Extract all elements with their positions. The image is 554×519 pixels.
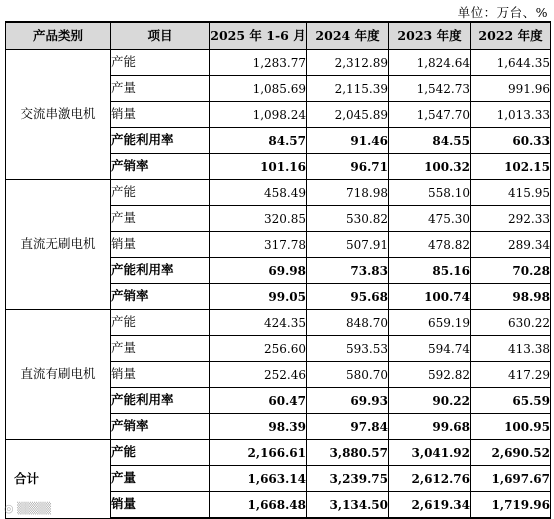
value-cell: 3,041.92	[389, 440, 471, 466]
value-cell: 69.98	[210, 258, 307, 284]
value-cell: 97.84	[307, 414, 389, 440]
value-cell: 458.49	[210, 180, 307, 206]
value-cell: 90.22	[389, 388, 471, 414]
header-2025h1: 2025 年 1-6 月	[210, 22, 307, 50]
value-cell: 417.29	[471, 362, 551, 388]
category-cell: 交流串激电机	[6, 50, 111, 180]
value-cell: 2,045.89	[307, 102, 389, 128]
value-cell: 507.91	[307, 232, 389, 258]
item-cell: 产销率	[111, 414, 210, 440]
value-cell: 1,824.64	[389, 50, 471, 76]
table-row	[6, 180, 551, 206]
header-2024: 2024 年度	[307, 22, 389, 50]
value-cell: 2,690.52	[471, 440, 551, 466]
value-cell: 2,166.61	[210, 440, 307, 466]
header-category: 产品类别	[6, 22, 111, 50]
value-cell: 84.55	[389, 128, 471, 154]
item-cell: 销量	[111, 362, 210, 388]
value-cell: 99.05	[210, 284, 307, 310]
item-cell: 产销率	[111, 284, 210, 310]
value-cell: 60.47	[210, 388, 307, 414]
value-cell: 2,619.34	[389, 492, 471, 519]
item-cell: 产量	[111, 206, 210, 232]
table-body	[6, 50, 551, 519]
value-cell: 1,668.48	[210, 492, 307, 519]
value-cell: 102.15	[471, 154, 551, 180]
value-cell: 580.70	[307, 362, 389, 388]
value-cell: 289.34	[471, 232, 551, 258]
value-cell: 60.33	[471, 128, 551, 154]
value-cell: 593.53	[307, 336, 389, 362]
category-cell: 合计	[6, 440, 111, 519]
category-cell: 直流无刷电机	[6, 180, 111, 310]
item-cell: 销量	[111, 232, 210, 258]
value-cell: 96.71	[307, 154, 389, 180]
unit-label: 单位：万台、%	[457, 5, 548, 20]
value-cell: 594.74	[389, 336, 471, 362]
value-cell: 1,283.77	[210, 50, 307, 76]
value-cell: 1,719.96	[471, 492, 551, 519]
capacity-table	[5, 21, 551, 519]
value-cell: 317.78	[210, 232, 307, 258]
value-cell: 1,697.67	[471, 466, 551, 492]
header-2022: 2022 年度	[471, 22, 551, 50]
value-cell: 3,134.50	[307, 492, 389, 519]
value-cell: 413.38	[471, 336, 551, 362]
value-cell: 718.98	[307, 180, 389, 206]
item-cell: 产量	[111, 466, 210, 492]
value-cell: 1,098.24	[210, 102, 307, 128]
value-cell: 1,085.69	[210, 76, 307, 102]
value-cell: 95.68	[307, 284, 389, 310]
value-cell: 475.30	[389, 206, 471, 232]
item-cell: 产能	[111, 50, 210, 76]
value-cell: 256.60	[210, 336, 307, 362]
value-cell: 252.46	[210, 362, 307, 388]
header-item: 项目	[111, 22, 210, 50]
value-cell: 91.46	[307, 128, 389, 154]
item-cell: 产能	[111, 440, 210, 466]
value-cell: 530.82	[307, 206, 389, 232]
value-cell: 100.32	[389, 154, 471, 180]
value-cell: 3,880.57	[307, 440, 389, 466]
item-cell: 产能利用率	[111, 258, 210, 284]
table-row	[6, 440, 551, 466]
value-cell: 592.82	[389, 362, 471, 388]
value-cell: 1,013.33	[471, 102, 551, 128]
value-cell: 659.19	[389, 310, 471, 336]
value-cell: 415.95	[471, 180, 551, 206]
header-2023: 2023 年度	[389, 22, 471, 50]
item-cell: 销量	[111, 102, 210, 128]
item-cell: 产销率	[111, 154, 210, 180]
value-cell: 2,115.39	[307, 76, 389, 102]
value-cell: 69.93	[307, 388, 389, 414]
value-cell: 84.57	[210, 128, 307, 154]
value-cell: 320.85	[210, 206, 307, 232]
header-row	[6, 22, 551, 50]
value-cell: 292.33	[471, 206, 551, 232]
category-cell: 直流有刷电机	[6, 310, 111, 440]
table-row	[6, 50, 551, 76]
value-cell: 1,547.70	[389, 102, 471, 128]
value-cell: 1,663.14	[210, 466, 307, 492]
value-cell: 100.74	[389, 284, 471, 310]
value-cell: 2,612.76	[389, 466, 471, 492]
item-cell: 产能	[111, 310, 210, 336]
item-cell: 销量	[111, 492, 210, 519]
value-cell: 65.59	[471, 388, 551, 414]
value-cell: 98.98	[471, 284, 551, 310]
value-cell: 1,644.35	[471, 50, 551, 76]
value-cell: 85.16	[389, 258, 471, 284]
value-cell: 99.68	[389, 414, 471, 440]
item-cell: 产能	[111, 180, 210, 206]
value-cell: 3,239.75	[307, 466, 389, 492]
item-cell: 产量	[111, 76, 210, 102]
value-cell: 2,312.89	[307, 50, 389, 76]
item-cell: 产能利用率	[111, 128, 210, 154]
value-cell: 630.22	[471, 310, 551, 336]
value-cell: 848.70	[307, 310, 389, 336]
value-cell: 991.96	[471, 76, 551, 102]
table-row	[6, 310, 551, 336]
item-cell: 产量	[111, 336, 210, 362]
value-cell: 424.35	[210, 310, 307, 336]
value-cell: 98.39	[210, 414, 307, 440]
watermark-logo: ◎ ▒▒▒▒	[4, 502, 51, 515]
value-cell: 70.28	[471, 258, 551, 284]
value-cell: 73.83	[307, 258, 389, 284]
value-cell: 100.95	[471, 414, 551, 440]
value-cell: 478.82	[389, 232, 471, 258]
value-cell: 1,542.73	[389, 76, 471, 102]
item-cell: 产能利用率	[111, 388, 210, 414]
value-cell: 558.10	[389, 180, 471, 206]
value-cell: 101.16	[210, 154, 307, 180]
